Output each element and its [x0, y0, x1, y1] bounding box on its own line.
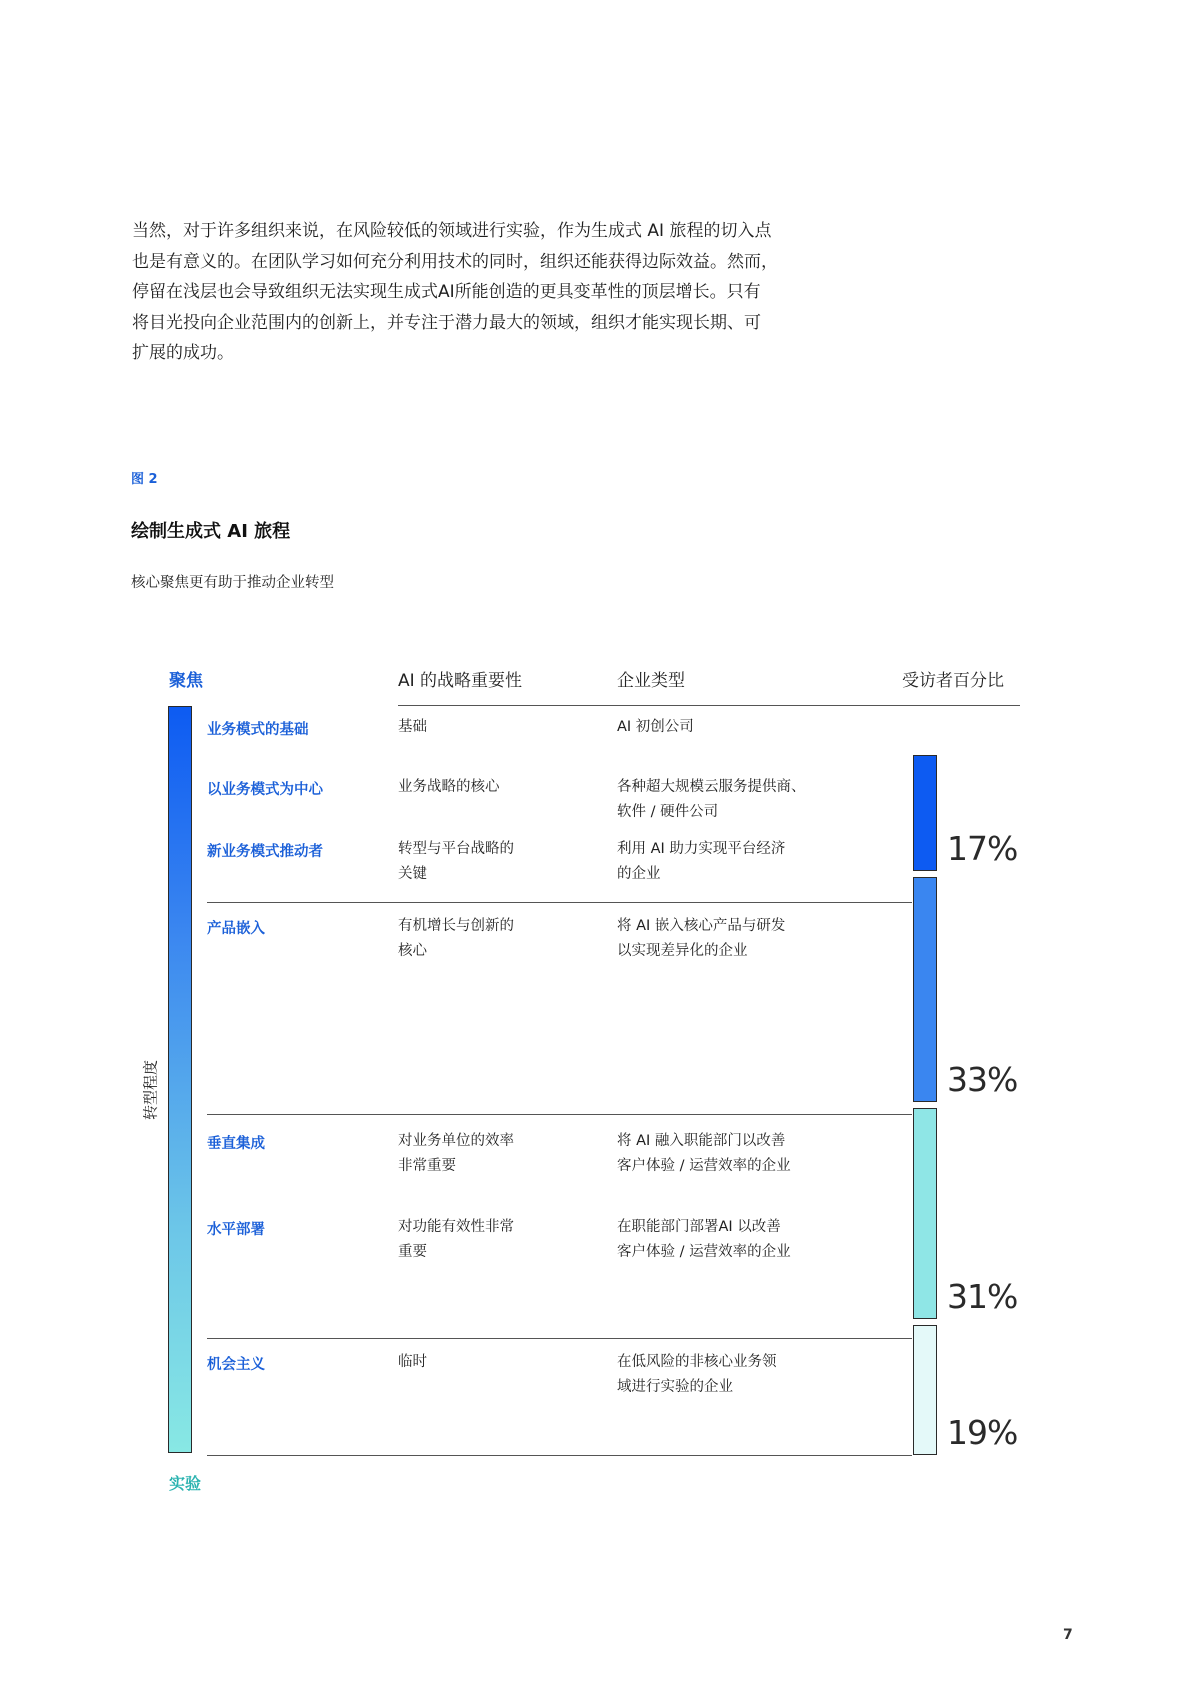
figure-subtitle: 核心聚焦更有助于推动企业转型 — [131, 575, 334, 591]
row-importance: 业务战略的核心 — [398, 779, 500, 795]
header-company-type: 企业类型 — [617, 671, 685, 691]
row-company: 在低风险的非核心业务领 域进行实验的企业 — [617, 1354, 777, 1395]
row-company: 利用 AI 助力实现平台经济 的企业 — [617, 841, 786, 882]
row-company: 在职能部门部署AI 以改善 客户体验 / 运营效率的企业 — [617, 1219, 791, 1260]
pct-bar — [913, 877, 937, 1102]
row-company: 将 AI 融入职能部门以改善 客户体验 / 运营效率的企业 — [617, 1133, 791, 1174]
experiment-label: 实验 — [169, 1474, 202, 1493]
pct-label: 19% — [947, 1413, 1018, 1452]
row-label: 产品嵌入 — [207, 921, 265, 937]
row-importance: 基础 — [398, 719, 427, 735]
row-importance: 对功能有效性非常 重要 — [398, 1219, 514, 1260]
pct-bar — [913, 1108, 937, 1319]
pct-bar — [913, 755, 937, 871]
pct-bar — [913, 1325, 937, 1455]
row-label: 以业务模式为中心 — [207, 782, 323, 798]
row-importance: 转型与平台战略的 关键 — [398, 841, 514, 882]
row-label: 水平部署 — [207, 1222, 265, 1238]
row-company: 各种超大规模云服务提供商、 软件 / 硬件公司 — [617, 779, 806, 820]
intro-line: 当然，对于许多组织来说，在风险较低的领域进行实验，作为生成式 AI 旅程的切入点 — [132, 221, 772, 241]
row-company: 将 AI 嵌入核心产品与研发 以实现差异化的企业 — [617, 918, 786, 959]
figure-label: 图 2 — [131, 472, 158, 487]
figure-title: 绘制生成式 AI 旅程 — [131, 521, 291, 542]
row-divider — [207, 902, 912, 903]
row-importance: 有机增长与创新的 核心 — [398, 918, 514, 959]
header-respondent-pct: 受访者百分比 — [902, 671, 1004, 691]
row-label: 垂直集成 — [207, 1136, 265, 1152]
row-label: 机会主义 — [207, 1357, 265, 1373]
page-number: 7 — [1063, 1627, 1073, 1643]
header-importance: AI 的战略重要性 — [398, 671, 523, 691]
row-label: 新业务模式推动者 — [207, 844, 323, 860]
row-divider — [207, 1114, 912, 1115]
pct-label: 33% — [947, 1060, 1018, 1099]
pct-label: 17% — [947, 829, 1018, 868]
row-importance: 临时 — [398, 1354, 427, 1370]
transformation-gradient-bar — [168, 706, 192, 1453]
row-label: 业务模式的基础 — [207, 722, 309, 738]
header-focus: 聚焦 — [169, 671, 203, 691]
row-divider — [207, 1455, 912, 1456]
intro-paragraph — [132, 216, 852, 369]
intro-line: 扩展的成功。 — [132, 343, 234, 363]
header-divider — [398, 705, 1020, 706]
row-divider — [207, 1338, 912, 1339]
intro-line: 将目光投向企业范围内的创新上，并专注于潜力最大的领域，组织才能实现长期、可 — [132, 312, 761, 333]
row-company: AI 初创公司 — [617, 719, 694, 735]
axis-label: 转型程度 — [141, 1059, 160, 1121]
pct-label: 31% — [947, 1277, 1018, 1316]
row-importance: 对业务单位的效率 非常重要 — [398, 1133, 514, 1174]
intro-line: 也是有意义的。在团队学习如何充分利用技术的同时，组织还能获得边际效益。然而， — [132, 251, 778, 272]
intro-line: 停留在浅层也会导致组织无法实现生成式AI所能创造的更具变革性的顶层增长。只有 — [132, 282, 761, 302]
